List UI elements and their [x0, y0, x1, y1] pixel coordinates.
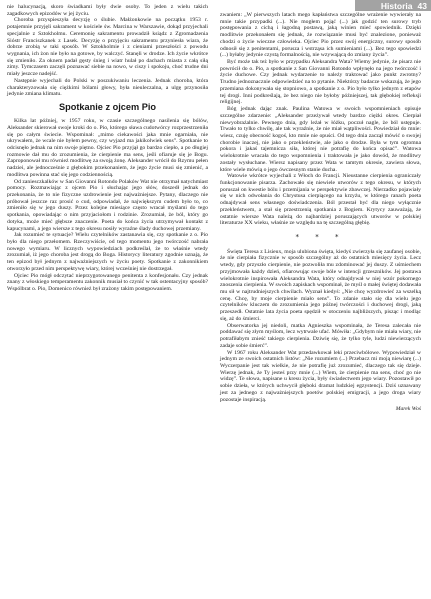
author-signature: Marek Woś: [395, 406, 421, 413]
section-name: Historia: [380, 0, 413, 11]
page-number: 43: [417, 0, 427, 11]
paragraph: Choroba przyspieszyła decyzję o ślubie. Małżonkowie na początku 1953 r. potajemnie przyjęli sakrament w kościele św. Marcina w Warszawie, dokąd przyjechali specjalnie z Sztokholmu. Ceremonię sakramentu prowadził ksiądz z Zgromadzenia Sióstr Franciszkanek z Lasek. Decyzję o przyjęciu sakramentu przyniesła wiara, że dobrze zrobią w taki sposób. W Sztokholmie i z cieniami przeszłości z powodu wygnania, ich żon nie było na gotowe, by walczyć. Stanęli w drodze. Ich życie wkrótce się zmieniło. Za oknem padał gęsty śnieg i wiatr hulał po dachach miasta z całą siłą zimy. Tymczasem zaczęli poznawać siebie na nowo, w ciszy i spokoju, choć trudne dni miały jeszcze nadejść.: [7, 17, 208, 78]
paragraph: Być może tak też było w przypadku Aleksandra Wata? Wiemy jedynie, że pisarz nie powrócił do o. Pio, a spotkanie z San Giovanni Rotondo wpłynęło na jego twórczość i życie duchowe. Czy jednak wydarzenie to należy traktować jako punkt zwrotny? Trudno jednoznacznie odpowiedzieć na to pytanie. Niektórzy badacze wskazują, że jego przemiana dokonywała się stopniowo, a spotkanie z o. Pio było tylko jednym z etapów tej drogi. Inni podkreślają, że bez niego nie byłoby późniejszej, tak głębokiej refleksji religijnej.: [220, 59, 421, 106]
section-separator: * * *: [295, 233, 346, 241]
paragraph: Kilka lat później, w 1957 roku, w czasie szczególnego nasilenia się bólów, Aleksander skierował swoje kroki do o. Pio, którego sława cudotwórcy rozprzestrzeniła się po całym świecie. Wspominał: „mimo ciekawości jaka mnie ogarniała, nie ukrywałem, że wcale nie byłem pewny, czy wyjazd ma jakikolwiek sens”. Spotkanie to odcisnęło jednak na nim swoje piętno. Ojciec Pio przyjął go bardzo ciepło, a po długiej rozmowie dał mu do zrozumienia, że cierpienie ma sens, jeśli ofiaruje się je Bogu. Zaproponował mu również modlitwę za swoją żonę. Aleksander wrócił do Rzymu pełen nadziei, ale jednocześnie z głębokim przekonaniem, że jego życie musi się zmienić, a modlitwa powinna stać się jego codziennością.: [7, 118, 208, 178]
right-column: [220, 12, 421, 413]
left-column: [7, 4, 208, 293]
paragraph: Święta Teresa z Lisieux, moja ulubiona święta, kiedyś zwierzyła się zaufanej osobie, że nie cierpiała fizycznie w sposób szczególny aż do ostatnich miesięcy życia. Lecz wtedy, gdy przyszło cierpienie, nie pozwoliła mu zdominować jej duszy. Z uśmiechem przyjmowała każdy dzień, ofiarowując swoje bóle w intencji grzeszników. Jej postawa wielokrotnie inspirowała Aleksandra Wata, który odnajdywał w niej wzór pokornego znoszenia cierpienia. W swoich zapiskach wspominał, że myśl o małej świętej dodawała mu sił w najtrudniejszych chwilach. Wyznał kiedyś: „Nie chcę wyzdrowieć za wszelką cenę. Chcę, by moje cierpienie miało sens”. To zdanie stało się dla wielu jego czytelników kluczem do zrozumienia jego późnej twórczości i duchowej drogi, jaką przeszedł. Ostatnie lata życia poeta spędził w otoczeniu najbliższych, pisząc i modląc się, aż do śmierci.: [220, 248, 421, 322]
paragraph: W 1967 roku Aleksander Wat przedawkował leki przeciwbólowe. Wypowiedział w jednym ze swoich ostatnich listów: „Nie rozumiem (...) Przebacz mi moją niewiarę (...) Wyczerpanie jest tak wielkie, że nie potrafię już zrozumieć, dlaczego tak się dzieje. Wierzę jednak, że Ty jesteś przy mnie (...) Wiem, że cierpienie ma sens, choć go nie widzę”. Te słowa, napisane u kresu życia, były świadectwem jego wiary. Pozostawił po sobie dzieła, w których uchwycił głęboki dramat ludzkiej egzystencji. Dziś uznawany jest za jednego z najważniejszych poetów polskiej emigracji, a jego droga wiary pozostaje inspiracją.: [220, 349, 421, 403]
paragraph: Obserwatorka jej niedoli, matka Agnieszka wspominała, że Teresa zalecała nie poddawać się złym myślom, lecz wytrwale ufać. Mówiła: „Gdybym nie miała wiary, nie potrafiłabym znieść takiego cierpienia. Dziwię się, że tylko tyle, ludzi niewierzących zadaje sobie śmierć”.: [220, 322, 421, 349]
section-header-tag: [355, 0, 431, 11]
paragraph: Ojciec Pio mógł odczytać nieprzygotowanego penitenta z konfesjonału. Czy jednak znany z włoskiego temperamentu zakonnik musiał to czynić w tak ostentacyjny sposób? Wspólbrat o. Pio, Domenico również był zrażony takim postępowaniem.: [7, 272, 208, 293]
paragraph: Następnie wyjechali do Polski w poszukiwaniu leczenia. Jednak choroba, która charakteryzowała się ciężkimi bólami głowy, była nieuleczalna, a ulgę przynosiła jedynie zmiana klimatu.: [7, 77, 208, 98]
paragraph: Od zaniesczkalków w San Giovanni Rotondo Polaków Wat nie otrzymał natychmiast pomocy. Rozmawiając z ojcem Pio i słuchając jego słów, doszedł jednak do przekonania, że to nie fizyczne uzdrowienie jest najważniejsze. Pytany, dlaczego nie próbował jeszcze raz prosić o cud, odpowiadał, że największym cudem było to, co zmieniło się w jego duszy. Przez kolejne miesiące często wracał myślami do tego spotkania, opowiadając o nim przyjaciołom i rodzinie. Zrozumiał, że ból, który go dotyka, może mieć głębsze znaczenie. Poeta do końca życia utrzymywał kontakt z kapucynami, a jego wiersze z tego okresu nosiły wyraźne ślady duchowej przemiany.: [7, 178, 208, 232]
paragraph: Watowie wkrótce wyjechali z Włoch do Francji. Nieustanne cierpienia ograniczały funkcjonowanie pisarza. Zachowało się niewiele utworów z tego okresu, w których poruszał on kwestie bólu i przemijania w perspektywie zbawczej. Nierzadko pojawiały się w nich odwołania do Chrystusa cierpiącego na krzyżu, w którego ranach poeta odnajdywał sens własnego doświadczenia. Ból przestał być dla niego wyłącznie przekleństwem, a stał się przestrzenią spotkania z Bogiem. Krytycy zauważają, że ostatnie wiersze Wata należą do najbardziej poruszających utworów w polskiej literaturze XX wieku, właśnie ze względu na tę szczególną głębię.: [220, 173, 421, 227]
paragraph: Bóg jednak dając znak. Paulina Watowa w swoich wspomnieniach opisuje szczególne zdarzenie: „Aleksander przeżywał wtedy bardzo ciężki okres. Cierpiał niewyobrażalnie. Pewnego dnia, gdy leżał w łóżku, poczuł nagle, że ból ustępuje. Trwało to tylko chwilę, ale tak wyraźnie, że nie miał wątpliwości. Powiedział do mnie: wiesz, czuję obecność kogoś, kto mnie nie opuści. Od tego dnia zaczął mówić o swojej chorobie inaczej, nie jako o przekleństwie, ale jako o drodze. Była w tym ogromna pokora i jakaś tajemnicza siła, której nie potrafię do końca opisać”. Watowa wielokrotnie wracała do tego wspomnienia i traktowała je jako dowód, że modlitwy zostały wysłuchane. Wiersz napisany przez Wata w tamtym okresie, zawiera słowa, które wiele mówią o jego ówczesnym stanie ducha.: [220, 106, 421, 173]
paragraph: zwaniem: „W pierwszych latach mego kapłaństwa szczególne wrażenie wywierały na mnie takie przypadki (...). Nie mogłem pojąć (...) jak godzić ten surowy tryb postępowania z cichą i łagodną postawą, jaką winien mieć spowiednik. Dzięki modlitwie przekonałem się jednak, że rozwiązanie musi być znalezione, ponieważ chodzi o życie wieczne człowieka. Ojciec Pio przez swój energiczny, surowy sposób odnosił się z penitentami, porusza i wstrząsa ich sumieniami (...). Bez tego spowiedzi (...) byłaby jedynie czystą formalnością, nie wzywającą do zmiany życia”.: [220, 12, 421, 59]
paragraph: nie halucynacją, skoro świadkami były dwie osoby. To jeden z wielu takich zagadkowych epizodów w jej życiu.: [7, 4, 208, 17]
section-heading: Spotkanie z ojcem Pio: [58, 102, 156, 113]
paragraph: Jak rozumieć te sytuacje? Wielu czytelników zastanawia się, czy spotkanie z o. Pio było dla niego przełomem. Rzeczywiście, od tego momentu jego twórczość nabrała nowego wymiaru. W licznych wypowiedziach podkreślał, że to właśnie wtedy zrozumiał, iż jego choroba jest drogą do Boga. Historycy literatury zgodnie uznają, że ten epizod był jednym z najważniejszych w życiu poety. Spotkanie z zakonnikiem otworzyło przed nim perspektywę wiary, której wcześniej nie dostrzegał.: [7, 232, 208, 272]
